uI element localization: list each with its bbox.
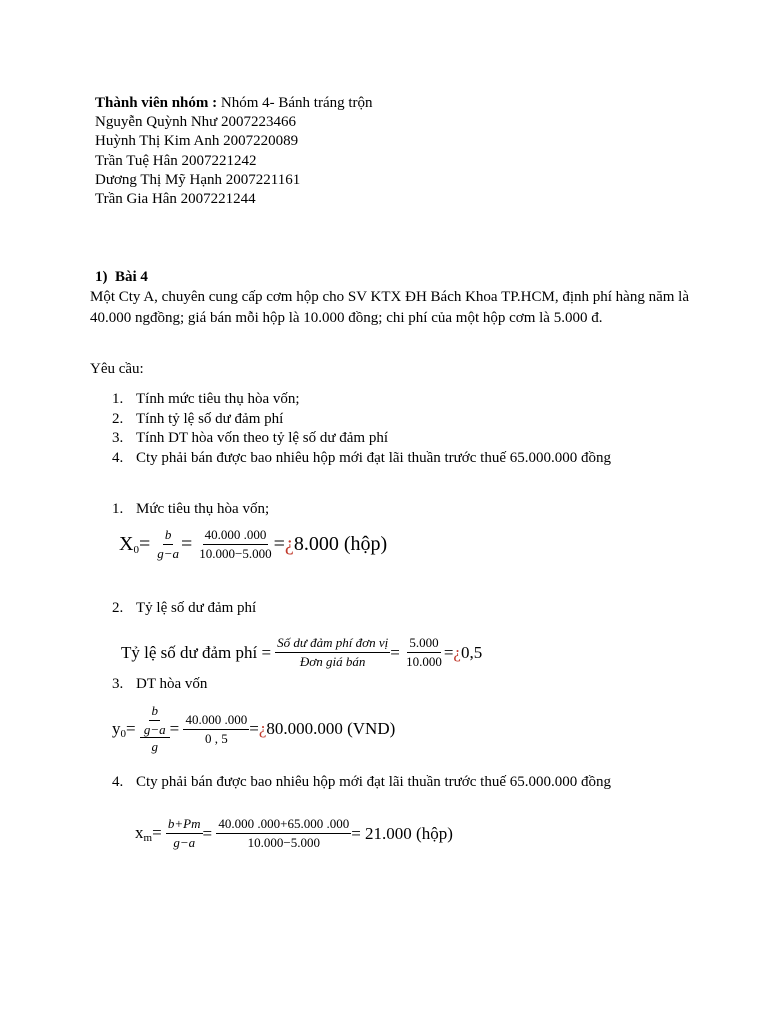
- fraction: $\frac{\text{Số dư đảm phí đơn vị}}{\text{Đơn giá bán}}$: [277, 635, 389, 669]
- group-name: Nhóm 4- Bánh tráng trộn: [217, 95, 373, 111]
- formula-result: 80.000.000 (VND): [266, 719, 396, 738]
- solution-4-title: 4. Cty phải bán được bao nhiêu hộp mới đạt lãi thuần trước thuế 65.000.000 đồng: [112, 774, 611, 790]
- requirements-list: [112, 390, 611, 469]
- solution-3-formula: $y_0=$ $\frac{\frac{b}{g-a}}{g}$ = $\frac{40.000 .000}{0 , 5}$ = ¿ 80.000.000 (VND): [112, 703, 396, 754]
- formula-lhs: Tỷ lệ số dư đảm phí =: [121, 642, 272, 662]
- problem-heading-number: 1): [95, 269, 108, 285]
- members-heading: [95, 94, 373, 113]
- fraction: $\frac{40.000 .000}{0 , 5}$: [185, 711, 248, 746]
- member-row: Trần Tuệ Hân 2007221242: [95, 152, 257, 169]
- solution-3-title: 3. DT hòa vốn: [112, 676, 208, 692]
- solution-4-formula: $x_m=$ $\frac{b+Pm}{g-a}$ = $\frac{40.000 .000+65.000 .000}{10.000-5.000}$ = 21.000 (hộp): [135, 816, 453, 850]
- formula-lhs: $y_0=$: [112, 718, 140, 740]
- formula-result: 8.000 (hộp): [293, 533, 388, 555]
- solution-2-title: 2. Tỷ lệ số dư đảm phí: [112, 600, 257, 616]
- fraction: $\frac{40.000 .000+65.000 .000}{10.000-5.000}$: [218, 816, 350, 850]
- fraction: $\frac{b}{g-a}$: [157, 527, 180, 561]
- fraction: $\frac{5.000}{10.000}$: [406, 635, 442, 669]
- solution-1-title: 1. Mức tiêu thụ hòa vốn;: [112, 501, 270, 517]
- member-row: Trần Gia Hân 2007221244: [95, 190, 256, 207]
- members-label: Thành viên nhóm :: [95, 95, 218, 111]
- solution-2-formula: Tỷ lệ số dư đảm phí = $\frac{\text{Số dư đảm phí đơn vị}}{\text{Đơn giá bán}}$ = $\frac{5.000}{10.000}$ = ¿ 0,5: [121, 635, 483, 669]
- list-item: 2. Tính tỷ lệ số dư đảm phí: [112, 410, 284, 427]
- member-row: Dương Thị Mỹ Hạnh 2007221161: [95, 171, 301, 188]
- formula-lhs: $x_m=$: [135, 823, 166, 844]
- formula-result: 0,5: [460, 642, 483, 662]
- fraction: $\frac{b+Pm}{g-a}$: [167, 816, 201, 850]
- members-block: [95, 94, 373, 209]
- solution-1-formula: $X_0=$ $\frac{b}{g-a}$ = $\frac{40.000 .000}{10.000-5.000}$ = ¿ 8.000 (hộp): [119, 527, 388, 561]
- list-item: 4. Cty phải bán được bao nhiêu hộp mới đạt lãi thuần trước thuế 65.000.000 đồng: [112, 450, 611, 467]
- problem-heading: [95, 268, 148, 287]
- list-item: 3. Tính DT hòa vốn theo tỷ lệ số dư đảm phí: [112, 430, 388, 447]
- problem-heading-title: Bài 4: [115, 269, 148, 285]
- member-row: Huỳnh Thị Kim Anh 2007220089: [95, 133, 299, 150]
- requirements-label: Yêu cầu:: [90, 361, 144, 377]
- formula-lhs: $X_0=$: [119, 533, 156, 556]
- list-item: 1. Tính mức tiêu thụ hòa vốn;: [112, 391, 300, 407]
- fraction: $\frac{40.000 .000}{10.000-5.000}$: [199, 527, 272, 561]
- problem-text: Một Cty A, chuyên cung cấp cơm hộp cho SV KTX ĐH Bách Khoa TP.HCM, định phí hàng năm là 40.000 ngđồng; giá bán mỗi hộp là 10.000 đồng; chi phí của một hộp cơm là 5.000 đ.: [90, 289, 689, 326]
- formula-result: = 21.000 (hộp): [351, 823, 453, 843]
- member-row: Nguyễn Quỳnh Như 2007223466: [95, 114, 297, 131]
- compound-fraction: $\frac{\frac{b}{g-a}}{g}$: [140, 704, 170, 754]
